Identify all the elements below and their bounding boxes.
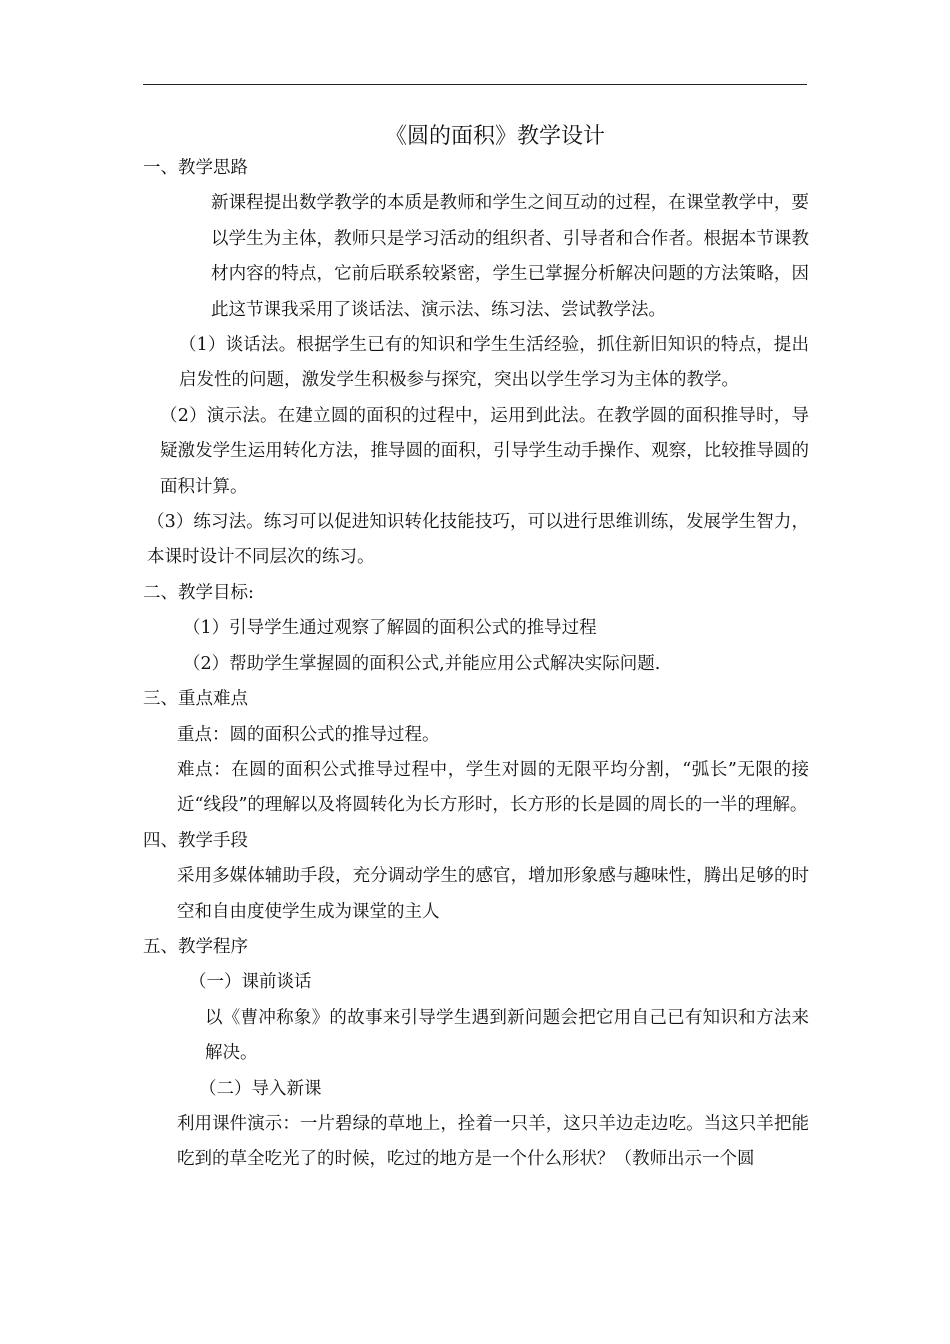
header-rule [143, 84, 807, 85]
paragraph-pre-class-talk: 以《曹冲称象》的故事来引导学生遇到新问题会把它用自己已有知识和方法来解决。 [205, 1007, 809, 1064]
objective-item-1: （1）引导学生通过观察了解圆的面积公式的推导过程 [183, 618, 597, 639]
paragraph-means: 采用多媒体辅助手段，充分调动学生的感官，增加形象感与趣味性，腾出足够的时空和自由度使学生成为课堂的主人 [177, 866, 809, 922]
paragraph-method-practice: （3）练习法。练习可以促进知识转化技能技巧，可以进行思维训练，发展学生智力，本课时设计不同层次的练习。 [147, 512, 809, 568]
section-heading-1: 一、教学思路 [143, 158, 248, 178]
key-point: 重点：圆的面积公式的推导过程。 [177, 724, 440, 745]
document-body [143, 151, 809, 1178]
section-heading-4: 四、教学手段 [143, 830, 248, 851]
section-heading-2: 二、教学目标: [143, 582, 254, 603]
difficulty-point: 难点：在圆的面积公式推导过程中，学生对圆的无限平均分割，“弧长”无限的接近“线段”的理解以及将圆转化为长方形时，长方形的长是圆的周长的一半的理解。 [177, 759, 809, 816]
section-heading-5: 五、教学程序 [143, 936, 248, 957]
section-heading-3: 三、重点难点 [143, 689, 248, 710]
objective-item-2: （2）帮助学生掌握圆的面积公式,并能应用公式解决实际问题. [183, 653, 661, 674]
paragraph-method-demo: （2）演示法。在建立圆的面积的过程中，运用到此法。在教学圆的面积推导时，导疑激发学生运用转化方法，推导圆的面积，引导学生动手操作、观察，比较推导圆的面积计算。 [160, 405, 809, 497]
paragraph-method-talk: （1）谈话法。根据学生已有的知识和学生生活经验，抓住新旧知识的特点，提出启发性的问题，激发学生积极参与探究，突出以学生学习为主体的教学。 [179, 335, 809, 391]
document-title: 《圆的面积》教学设计 [384, 124, 605, 149]
paragraph-intro: 新课程提出数学教学的本质是教师和学生之间互动的过程，在课堂教学中，要以学生为主体，教师只是学习活动的组织者、引导者和合作者。根据本节课教材内容的特点，它前后联系较紧密，学生已掌握分析解决问题的方法策略，因此这节课我采用了谈话法、演示法、练习法、尝试教学法。 [211, 193, 809, 320]
subsection-heading-1: （一）课前谈话 [189, 972, 312, 993]
paragraph-new-lesson: 利用课件演示：一片碧绿的草地上，拴着一只羊，这只羊边走边吃。当这只羊把能吃到的草全吃光了的时候，吃过的地方是一个什么形状？（教师出示一个圆 [177, 1113, 809, 1170]
subsection-heading-2: （二）导入新课 [199, 1078, 322, 1099]
